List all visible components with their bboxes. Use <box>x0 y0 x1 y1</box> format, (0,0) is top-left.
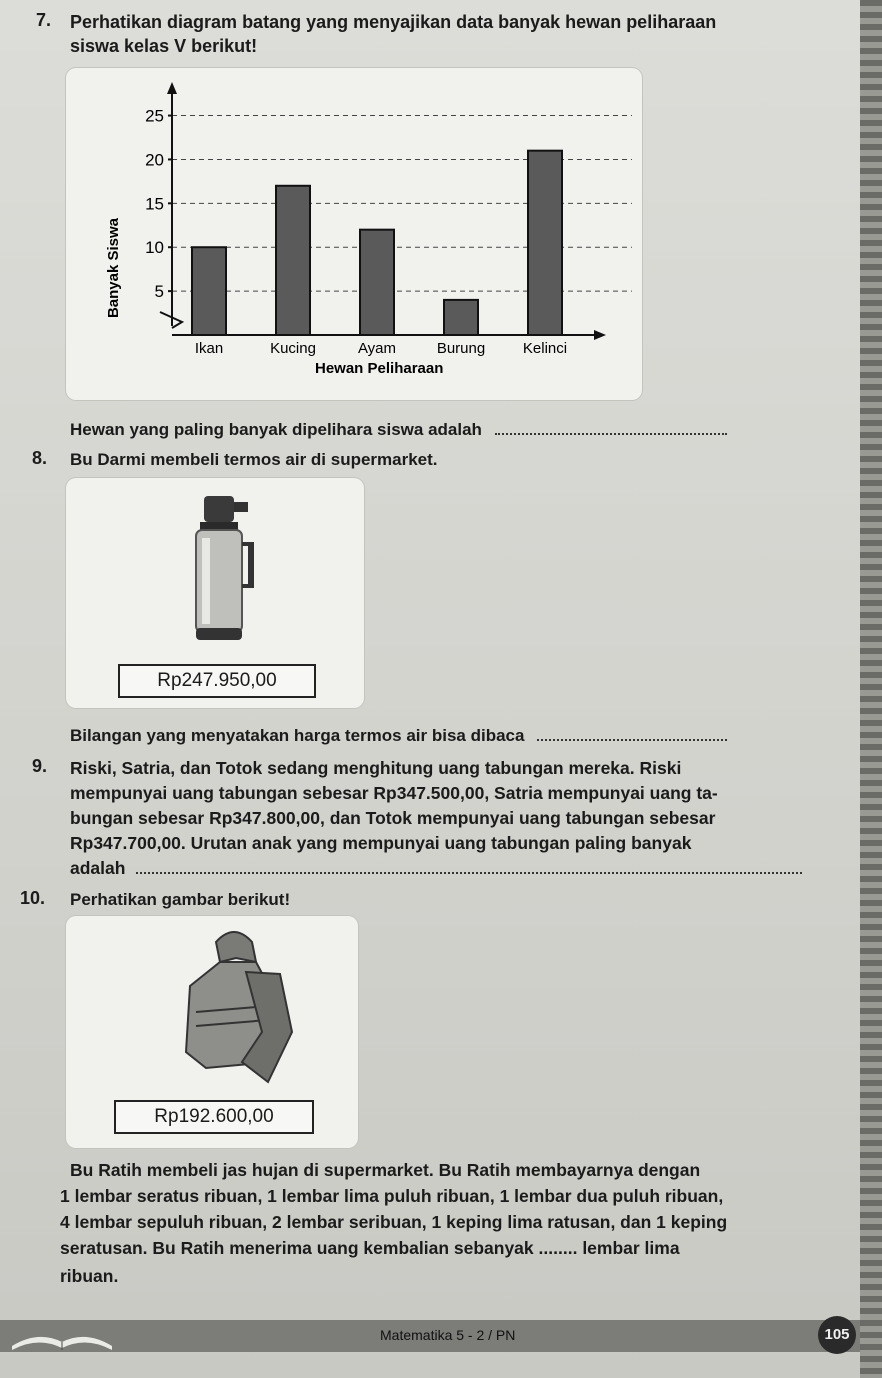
y-ticks <box>145 107 172 302</box>
q9-number: 9. <box>32 756 48 776</box>
footer-label: Matematika 5 - 2 / PN <box>380 1327 516 1343</box>
x-axis-label: Hewan Peliharaan <box>315 360 444 377</box>
y-tick-label: 5 <box>154 282 164 302</box>
q8-text: Bu Darmi membeli termos air di supermarket. <box>70 450 438 469</box>
q9-line3: bungan sebesar Rp347.800,00, dan Totok mempunyai uang tabungan sebesar <box>70 808 716 828</box>
q10-answer-blank[interactable]: ........ <box>538 1238 578 1258</box>
x-ticks <box>195 340 567 357</box>
x-axis-arrow <box>594 330 606 340</box>
bar-kelinci <box>528 151 562 335</box>
footer-bar <box>0 1320 882 1352</box>
q9-line1: Riski, Satria, dan Totok sedang menghitung uang tabungan mereka. Riski <box>70 758 682 778</box>
q10-line4-text-b: lembar lima <box>582 1238 680 1258</box>
q7-answer-blank[interactable] <box>495 433 727 435</box>
raincoat-card <box>66 916 358 1148</box>
thermos-card <box>66 478 364 708</box>
q10-line5: ribuan. <box>60 1266 119 1286</box>
bars <box>192 151 562 335</box>
q9-line4: Rp347.700,00. Urutan anak yang mempunyai uang tabungan paling banyak <box>70 833 692 853</box>
bar-ikan <box>192 247 226 335</box>
open-book-icon <box>8 1320 118 1352</box>
q7-question-text: Hewan yang paling banyak dipelihara siswa adalah <box>70 420 482 439</box>
page-number: 105 <box>818 1316 856 1354</box>
bar-burung <box>444 300 478 335</box>
q8-number: 8. <box>32 448 48 468</box>
chart-card <box>66 68 642 400</box>
q9-line2: mempunyai uang tabungan sebesar Rp347.500,00, Satria mempunyai uang ta- <box>70 783 718 803</box>
x-tick-label: Burung <box>436 340 486 357</box>
q7-number: 7. <box>36 10 52 30</box>
q7-text-line2: siswa kelas V berikut! <box>70 36 258 56</box>
bar-kucing <box>276 186 310 335</box>
q10-line4-text-a: seratusan. Bu Ratih menerima uang kembalian sebanyak <box>60 1238 534 1258</box>
q7-question <box>70 418 727 442</box>
page-edge-pattern <box>860 0 882 1378</box>
q8-question <box>70 724 727 748</box>
thermos-image <box>190 492 310 652</box>
q10-line1: Bu Ratih membeli jas hujan di supermarket. Bu Ratih membayarnya dengan <box>70 1160 701 1180</box>
x-tick-label: Ayam <box>357 340 397 357</box>
y-axis-label: Banyak Siswa <box>105 217 122 319</box>
raincoat-price: Rp192.600,00 <box>114 1100 314 1134</box>
x-tick-label: Kucing <box>270 340 316 357</box>
q10-text: Perhatikan gambar berikut! <box>70 890 291 909</box>
raincoat-image <box>176 922 306 1092</box>
q10-line4 <box>60 1236 680 1260</box>
q10-line3: 4 lembar sepuluh ribuan, 2 lembar seribuan, 1 keping lima ratusan, dan 1 keping <box>60 1212 728 1232</box>
y-tick-label: 20 <box>145 150 164 170</box>
q8-answer-blank[interactable] <box>537 739 727 741</box>
q10-number: 10. <box>20 888 46 908</box>
y-tick-label: 15 <box>145 194 164 214</box>
q10-line2: 1 lembar seratus ribuan, 1 lembar lima puluh ribuan, 1 lembar dua puluh ribuan, <box>60 1186 724 1206</box>
bar-ayam <box>360 230 394 335</box>
y-tick-label: 10 <box>145 238 164 258</box>
y-axis-arrow <box>167 82 177 94</box>
thermos-price: Rp247.950,00 <box>118 664 316 698</box>
q9-answer-row <box>70 856 802 880</box>
y-tick-label: 25 <box>145 106 164 126</box>
x-tick-label: Kelinci <box>522 340 568 357</box>
x-tick-label: Ikan <box>194 340 224 357</box>
bar-chart <box>66 68 642 400</box>
q9-line5: adalah <box>70 858 126 878</box>
q7-text-line1: Perhatikan diagram batang yang menyajikan data banyak hewan peliharaan <box>70 12 717 32</box>
q9-answer-blank[interactable] <box>136 872 802 874</box>
q8-question-text: Bilangan yang menyatakan harga termos air bisa dibaca <box>70 726 525 745</box>
